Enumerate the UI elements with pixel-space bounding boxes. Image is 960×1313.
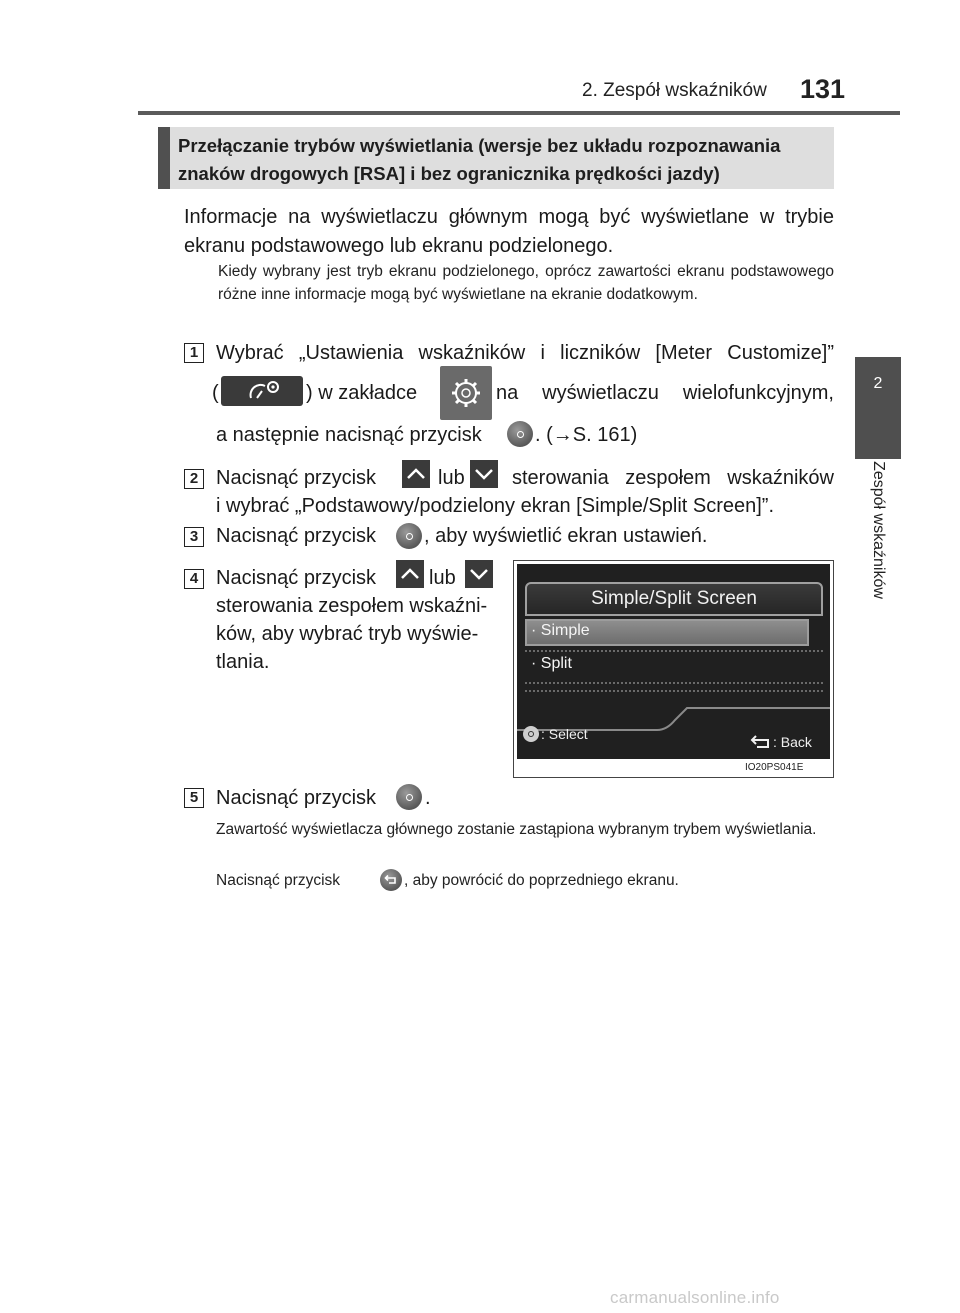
screen-title: Simple/Split Screen bbox=[525, 582, 823, 616]
gear-icon bbox=[440, 366, 492, 420]
up-arrow-button-icon bbox=[396, 560, 424, 588]
note-paragraph: Kiedy wybrany jest tryb ekranu podzielonego, oprócz zawartości ekranu podstawowego różne inne informacje mogą być wyświetlane na ekranie dodatkowym. bbox=[218, 263, 834, 303]
step-5-text-b: . bbox=[425, 787, 431, 809]
screen-divider bbox=[525, 650, 823, 652]
meter-gear-icon bbox=[221, 376, 303, 406]
back-arrow-icon bbox=[380, 869, 402, 891]
chevron-down-icon bbox=[470, 460, 498, 488]
screen-divider bbox=[525, 682, 823, 684]
screen-divider bbox=[525, 690, 823, 692]
step-1-line-1: Wybrać „Ustawienia wskaźników i liczników [Meter Customize]” bbox=[216, 342, 834, 364]
step-number-4: 4 bbox=[184, 569, 204, 589]
header-rule bbox=[138, 111, 900, 115]
step-3-text-a: Nacisnąć przycisk bbox=[216, 525, 377, 547]
step-4-or: lub bbox=[429, 567, 456, 589]
screen-select-label: : Select bbox=[541, 726, 588, 742]
ok-button-icon bbox=[396, 523, 422, 549]
watermark: carmanualsonline.info bbox=[610, 1288, 780, 1307]
step-3-text-b: , aby wyświetlić ekran ustawień. bbox=[424, 525, 708, 547]
step-2-text-c: sterowania zespołem wskaźników bbox=[512, 467, 834, 489]
back-note-text-a: Nacisnąć przycisk bbox=[216, 872, 341, 889]
select-button-icon bbox=[523, 726, 539, 742]
step-number-3: 3 bbox=[184, 527, 204, 547]
step-number-2: 2 bbox=[184, 469, 204, 489]
chevron-up-icon bbox=[396, 560, 424, 588]
screen-back-label: : Back bbox=[773, 734, 812, 750]
down-arrow-button-icon bbox=[465, 560, 493, 588]
step-4-line-4: tlania. bbox=[216, 651, 270, 673]
chapter-tab-label: Zespół wskaźników bbox=[870, 461, 887, 599]
figure-caption: IO20PS041E bbox=[745, 762, 804, 773]
back-arrow-icon bbox=[749, 734, 771, 750]
running-header-section: 2. Zespół wskaźników bbox=[582, 80, 767, 101]
step-2-or: lub bbox=[438, 467, 465, 489]
step-1-line-3: a następnie nacisnąć przycisk bbox=[216, 424, 482, 446]
step-4-text-a: Nacisnąć przycisk bbox=[216, 567, 377, 589]
back-note-text-b: , aby powrócić do poprzedniego ekranu. bbox=[404, 872, 679, 889]
ok-button-icon bbox=[396, 784, 422, 810]
step-number-5: 5 bbox=[184, 788, 204, 808]
intro-paragraph: Informacje na wyświetlaczu głównym mogą być wyświetlane w trybie ekranu podstawowego lub ekranu podzielonego. bbox=[184, 206, 834, 257]
chevron-up-icon bbox=[402, 460, 430, 488]
step-4-line-2: sterowania zespołem wskaźni- bbox=[216, 595, 488, 617]
up-arrow-button-icon bbox=[402, 460, 430, 488]
step-2-line-2: i wybrać „Podstawowy/podzielony ekran [Simple/Split Screen]”. bbox=[216, 495, 775, 517]
chapter-tab-number: 2 bbox=[873, 375, 883, 392]
chevron-down-icon bbox=[465, 560, 493, 588]
screen-option-simple: · Simple bbox=[531, 622, 590, 639]
page-number: 131 bbox=[800, 74, 846, 104]
down-arrow-button-icon bbox=[470, 460, 498, 488]
step-number-1: 1 bbox=[184, 343, 204, 363]
result-note: Zawartość wyświetlacza głównego zostanie zastąpiona wybranym trybem wyświetlania. bbox=[216, 821, 817, 838]
screen-option-split: · Split bbox=[531, 655, 572, 672]
step-4-line-3: ków, aby wybrać tryb wyświe- bbox=[216, 623, 479, 645]
step-1-display-text: na wyświetlaczu wielofunkcyjnym, bbox=[496, 382, 834, 404]
ok-button-icon bbox=[507, 421, 533, 447]
chapter-tab bbox=[855, 357, 901, 459]
step-2-text-a: Nacisnąć przycisk bbox=[216, 467, 377, 489]
section-title: Przełączanie trybów wyświetlania (wersje bez układu rozpoznawania znaków drogowych [RSA] i bez ogranicznika prędkości jazdy) bbox=[178, 135, 781, 184]
meter-settings-icon bbox=[221, 376, 303, 406]
step-1-page-ref: . (→S. 161) bbox=[535, 424, 638, 446]
step-1-paren-open: ( bbox=[212, 382, 219, 404]
back-button-icon bbox=[380, 869, 402, 891]
step-5-text-a: Nacisnąć przycisk bbox=[216, 787, 377, 809]
settings-tab-icon bbox=[440, 366, 492, 420]
step-1-tab-text: ) w zakładce bbox=[306, 382, 418, 404]
simple-split-screen-display bbox=[517, 564, 830, 759]
